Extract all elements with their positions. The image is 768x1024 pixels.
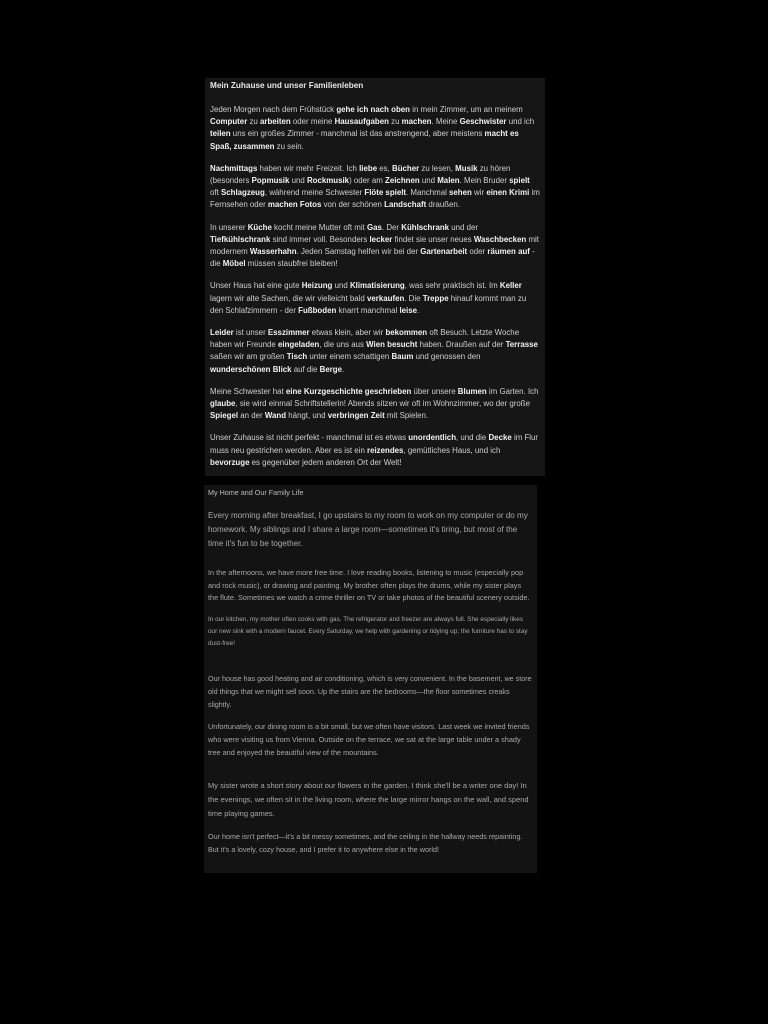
german-text-run: oft Besuch. Letzte Woche haben wir Freunde (210, 328, 520, 350)
german-text-run: im Fernsehen oder (210, 188, 540, 210)
german-text-run: und (289, 176, 307, 186)
german-text-run: an der (238, 411, 265, 421)
german-text-run: . Die (404, 293, 423, 303)
german-bold-term: Wasserhahn (249, 247, 297, 257)
german-bold-term: einen Krimi (486, 188, 530, 198)
german-bold-term: Esszimmer (267, 328, 310, 338)
german-bold-term: Nachmittags (210, 163, 258, 173)
german-bold-term: verbringen Zeit (327, 411, 385, 421)
german-text-run: in mein Zimmer, um an meinem (410, 105, 523, 114)
german-bold-term: eingeladen (278, 340, 320, 350)
german-text-run: mit Spielen. (384, 411, 429, 421)
german-bold-term: Wand (264, 411, 287, 421)
german-paragraph (210, 163, 540, 212)
german-bold-term: Malen (437, 176, 460, 186)
english-paragraph: Our home isn't perfect—it's a bit messy sometimes, and the ceiling in the hallway needs repainting. But it's a lovely, cozy house, and I prefer it to anywhere else in the world! (208, 831, 523, 854)
german-text-run: Unser Zuhause ist nicht perfekt - manchmal ist es etwas (210, 433, 409, 443)
german-text-run: ist unser (233, 328, 268, 338)
german-bold-term: Schlagzeug (220, 188, 265, 198)
english-text-panel (204, 485, 537, 873)
german-text-run: sind immer voll. Besonders (270, 234, 370, 244)
german-text-run: und ich (506, 117, 535, 127)
german-bold-term: Leider (210, 328, 234, 338)
german-text-run: knarrt manchmal (336, 305, 400, 315)
german-text-run: . Mein Bruder (459, 176, 510, 186)
german-text-run: auf die (291, 364, 320, 374)
german-text-run: müssen staubfrei bleiben! (245, 259, 338, 269)
english-paragraph: Every morning after breakfast, I go upstairs to my room to work on my computer or do my homework. My siblings and I share a large room—sometimes it's tiring, but most of the time it's fun to be together. (208, 511, 528, 548)
german-bold-term: sehen (449, 188, 472, 198)
german-bold-term: räumen auf (487, 247, 530, 257)
german-text-run: . Meine (431, 117, 460, 127)
german-bold-term: Waschbecken (473, 234, 527, 244)
german-text-run: haben. Draußen auf der (417, 340, 506, 350)
german-bold-term: lecker (369, 234, 393, 244)
german-bold-term: Tisch (286, 352, 308, 362)
german-text-run: . Der (381, 222, 402, 232)
german-bold-term: Fußboden (298, 305, 337, 315)
german-text-run: zu lesen, (419, 163, 456, 173)
german-text-run: und (332, 281, 350, 291)
german-bold-term: Bücher (392, 163, 420, 173)
german-text-run: von der schönen (321, 200, 385, 210)
german-text-run: , gemütliches Haus, und ich (403, 445, 501, 455)
german-bold-term: liebe (359, 163, 378, 173)
german-bold-term: Küche (247, 222, 272, 232)
german-text-run: mit modernem (210, 234, 539, 257)
english-title: My Home and Our Family Life (208, 488, 304, 497)
german-bold-term: Baum (391, 352, 414, 362)
german-text-run: ) oder am (349, 176, 386, 186)
german-bold-term: teilen (210, 129, 231, 139)
german-bold-term: spielt (509, 176, 530, 186)
german-bold-term: Musik (455, 163, 478, 173)
german-bold-term: machen Fotos (267, 200, 322, 210)
german-text-run: oder meine (290, 117, 335, 127)
german-paragraph (210, 327, 540, 376)
german-bold-term: Zeichnen (385, 176, 420, 186)
english-paragraph: Unfortunately, our dining room is a bit small, but we often have visitors. Last week we invited friends who were visiting us from Vienna. Outside on the terrace, we sat at the large table under a shady tree and enjoyed the beautiful view of the mountains. (208, 721, 530, 757)
german-text-run: wir (471, 188, 487, 198)
german-text-run: - die (210, 247, 535, 269)
german-bold-term: gehe ich nach oben (336, 105, 410, 114)
german-bold-term: Hausaufgaben (334, 117, 389, 127)
german-bold-term: Heizung (301, 281, 333, 291)
german-text-run: etwas klein, aber wir (309, 328, 386, 338)
german-bold-term: arbeiten (259, 117, 291, 127)
german-text-run: . Jeden Samstag helfen wir bei der (296, 247, 421, 257)
german-bold-term: Decke (488, 433, 512, 443)
german-paragraph (210, 432, 540, 469)
german-text-run: zu sein. (274, 141, 304, 151)
german-text-run: zu (388, 117, 402, 127)
german-text-run: , sie wird einmal Schriftstellerin! Abends sitzen wir oft im Wohnzimmer, wo der große (235, 399, 530, 409)
german-bold-term: Berge (319, 364, 343, 374)
german-bold-term: Kühlschrank (401, 222, 450, 232)
german-text-run: und genossen den (413, 352, 481, 362)
english-paragraph: In the afternoons, we have more free time. I love reading books, listening to music (especially pop and rock music), or drawing and painting. My brother often plays the drums, while my sister plays the flute. Sometimes we watch a crime thriller on TV or take photos of the beautiful scenery outside. (208, 568, 530, 602)
german-bold-term: reizendes (367, 445, 404, 455)
german-text-run: und (419, 176, 438, 186)
english-paragraph: In our kitchen, my mother often cooks with gas. The refrigerator and freezer are always full. She especially likes our new sink with a modern faucet. Every Saturday, we help with gardening or tidying up; the furniture has to stay dust-free! (208, 615, 528, 647)
german-body (210, 104, 540, 469)
german-text-run: kocht meine Mutter oft mit (271, 222, 368, 232)
german-bold-term: Treppe (422, 293, 449, 303)
german-bold-term: Geschwister (459, 117, 507, 127)
german-bold-term: Rockmusik (306, 176, 350, 186)
german-bold-term: verkaufen (367, 293, 405, 303)
german-paragraph (210, 280, 540, 317)
german-bold-term: Flöte spielt (364, 188, 407, 198)
german-text-run: . (417, 305, 420, 315)
german-bold-term: eine Kurzgeschichte geschrieben (285, 386, 412, 396)
german-text-run: hängt, und (286, 411, 328, 421)
german-paragraph (210, 222, 540, 271)
german-text-run: Jeden Morgen nach dem Frühstück (210, 105, 337, 114)
german-paragraph (210, 386, 540, 423)
german-bold-term: bevorzuge (210, 457, 250, 467)
german-bold-term: machen (401, 117, 432, 127)
german-bold-term: Landschaft (384, 200, 427, 210)
german-text-run: zu (247, 117, 260, 127)
german-text-run: lagern wir alte Sachen, die wir vielleicht bald (210, 293, 368, 303)
german-bold-term: Klimatisierung (349, 281, 405, 291)
german-bold-term: unordentlich (408, 433, 457, 443)
german-text-run: es gegenüber jedem anderen Ort der Welt! (249, 457, 402, 467)
german-text-run: im Flur muss neu gestrichen werden. Aber es ist ein (210, 433, 539, 455)
german-text-panel (205, 78, 545, 476)
german-text-run: haben wir mehr Freizeit. Ich (257, 163, 360, 173)
german-bold-term: Möbel (222, 259, 246, 269)
german-bold-term: wunderschönen Blick (210, 364, 292, 374)
english-paragraph: My sister wrote a short story about our flowers in the garden. I think she'll be a writer one day! In the evenings, we often sit in the living room, where the large mirror hangs on the wall, and spend time playing games. (208, 780, 529, 818)
german-text-run: Unser Haus hat eine gute (210, 281, 302, 291)
german-bold-term: Keller (499, 281, 522, 291)
german-text-run: In unserer (210, 222, 248, 232)
german-bold-term: bekommen (385, 328, 428, 338)
german-bold-term: Tiefkühlschrank (210, 234, 271, 244)
german-text-run: . Manchmal (406, 188, 450, 198)
german-bold-term: Popmusik (251, 176, 290, 186)
german-text-run: unter einem schattigen (307, 352, 392, 362)
german-bold-term: leise (399, 305, 418, 315)
german-text-run: hinauf kommt man zu den Schlafzimmern - der (210, 293, 527, 315)
english-paragraph: Our house has good heating and air conditioning, which is very convenient. In the basement, we store old things that we might sell soon. Up the stairs are the bedrooms—the floor sometimes creaks slightly. (208, 673, 532, 709)
german-text-run: es, (377, 163, 393, 173)
german-text-run: saßen wir am großen (210, 352, 287, 362)
german-text-run: draußen. (426, 200, 461, 210)
german-bold-term: macht es Spaß, zusammen (210, 129, 519, 151)
german-text-run: oder (467, 247, 488, 257)
german-bold-term: Computer (210, 117, 248, 127)
german-bold-term: Blumen (457, 386, 487, 396)
german-title: Mein Zuhause und unser Familienleben (210, 81, 364, 90)
german-text-run: . (342, 364, 345, 374)
german-paragraph (210, 104, 540, 153)
german-text-run: zu hören (besonders (210, 163, 511, 186)
german-bold-term: glaube (210, 399, 236, 409)
german-bold-term: Wien besucht (366, 340, 418, 350)
german-bold-term: Spiegel (210, 411, 239, 421)
german-text-run: oft (210, 188, 221, 198)
german-bold-term: Gartenarbeit (420, 247, 468, 257)
german-bold-term: Gas (367, 222, 382, 232)
german-bold-term: Terrasse (505, 340, 538, 350)
german-text-run: Meine Schwester hat (210, 386, 286, 396)
german-text-run: uns ein großes Zimmer - manchmal ist das anstrengend, aber meistens (230, 129, 485, 139)
german-text-run: findet sie unser neues (392, 234, 474, 244)
german-text-run: und der (449, 222, 479, 232)
german-text-run: im Garten. Ich (486, 386, 539, 396)
german-text-run: über unsere (411, 386, 458, 396)
german-text-run: , was sehr praktisch ist. Im (404, 281, 500, 291)
german-text-run: , und die (456, 433, 489, 443)
german-text-run: , während meine Schwester (264, 188, 365, 198)
german-text-run: , die uns aus (319, 340, 367, 350)
